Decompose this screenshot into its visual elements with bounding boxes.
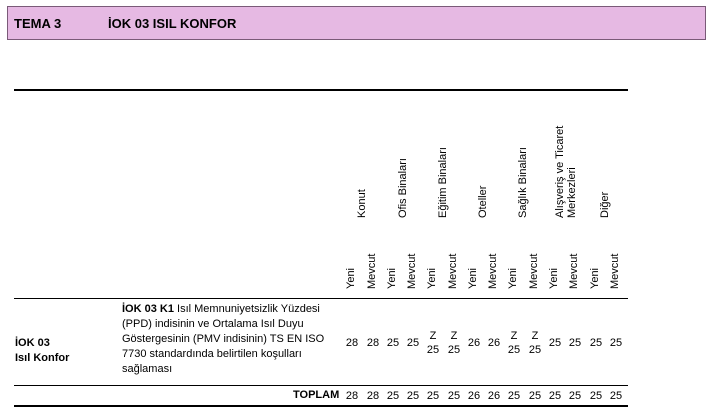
total-value: 28 (345, 390, 359, 402)
column-header-egitim: Eğitim Binaları (437, 147, 449, 218)
subheader-mevcut: Mevcut (487, 253, 499, 289)
total-value: 26 (487, 390, 501, 402)
total-value: 25 (528, 390, 542, 402)
subheader-yeni: Yeni (467, 267, 479, 289)
row-value: 25 (386, 337, 400, 349)
criterion-text: Isıl Memnuniyetsizlik Yüzdesi (PPD) indisinin ve Ortalama Isıl Duyu Göstergesinin (PMV indisinin) TS EN ISO 7730 standardında belirtilen koşulları sağlaması (122, 303, 325, 375)
row-value: Z 25 (426, 330, 440, 356)
row-value: Z 25 (447, 330, 461, 356)
subheader-mevcut: Mevcut (366, 253, 378, 289)
total-value: 25 (386, 390, 400, 402)
subheader-mevcut: Mevcut (406, 253, 418, 289)
total-value: 28 (366, 390, 380, 402)
theme-number: TEMA 3 (14, 16, 62, 31)
table-top-rule (14, 89, 628, 91)
total-value: 25 (406, 390, 420, 402)
column-header-konut: Konut (356, 189, 368, 218)
column-header-ofis: Ofis Binaları (397, 158, 409, 218)
total-value: 25 (609, 390, 623, 402)
row-value: 26 (467, 337, 481, 349)
row-value: Z 25 (528, 330, 542, 356)
column-header-oteller: Oteller (477, 185, 489, 218)
subheader-yeni: Yeni (548, 267, 560, 289)
subheader-yeni: Yeni (386, 267, 398, 289)
total-value: 26 (467, 390, 481, 402)
total-value: 25 (589, 390, 603, 402)
subheader-yeni: Yeni (589, 267, 601, 289)
total-value: 25 (507, 390, 521, 402)
subheader-yeni: Yeni (345, 267, 357, 289)
theme-title: İOK 03 ISIL KONFOR (108, 16, 237, 31)
column-header-alisveris: Alışveriş ve Ticaret Merkezleri (554, 125, 578, 218)
row-value: 28 (345, 337, 359, 349)
total-value: 25 (548, 390, 562, 402)
row-title: Isıl Konfor (15, 352, 70, 364)
row-value: 25 (406, 337, 420, 349)
row-value: Z 25 (507, 330, 521, 356)
total-value: 25 (568, 390, 582, 402)
row-value: 28 (366, 337, 380, 349)
total-label: TOPLAM (293, 389, 340, 401)
subheader-yeni: Yeni (507, 267, 519, 289)
subheader-mevcut: Mevcut (609, 253, 621, 289)
subheader-mevcut: Mevcut (568, 253, 580, 289)
row-value: 25 (568, 337, 582, 349)
column-header-saglik: Sağlık Binaları (517, 147, 529, 218)
row-value: 25 (609, 337, 623, 349)
subheader-mevcut: Mevcut (447, 253, 459, 289)
row-value: 25 (548, 337, 562, 349)
row-bottom-rule (14, 385, 628, 386)
table-bottom-rule (14, 405, 628, 407)
row-value: 26 (487, 337, 501, 349)
total-value: 25 (447, 390, 461, 402)
subheader-yeni: Yeni (426, 267, 438, 289)
total-value: 25 (426, 390, 440, 402)
row-value: 25 (589, 337, 603, 349)
criterion-description (122, 302, 342, 377)
theme-header-bar (7, 6, 706, 40)
column-header-diger: Diğer (599, 191, 611, 218)
header-bottom-rule (14, 298, 628, 299)
criterion-code: İOK 03 K1 (122, 303, 174, 315)
subheader-mevcut: Mevcut (528, 253, 540, 289)
row-code: İOK 03 (15, 337, 50, 349)
